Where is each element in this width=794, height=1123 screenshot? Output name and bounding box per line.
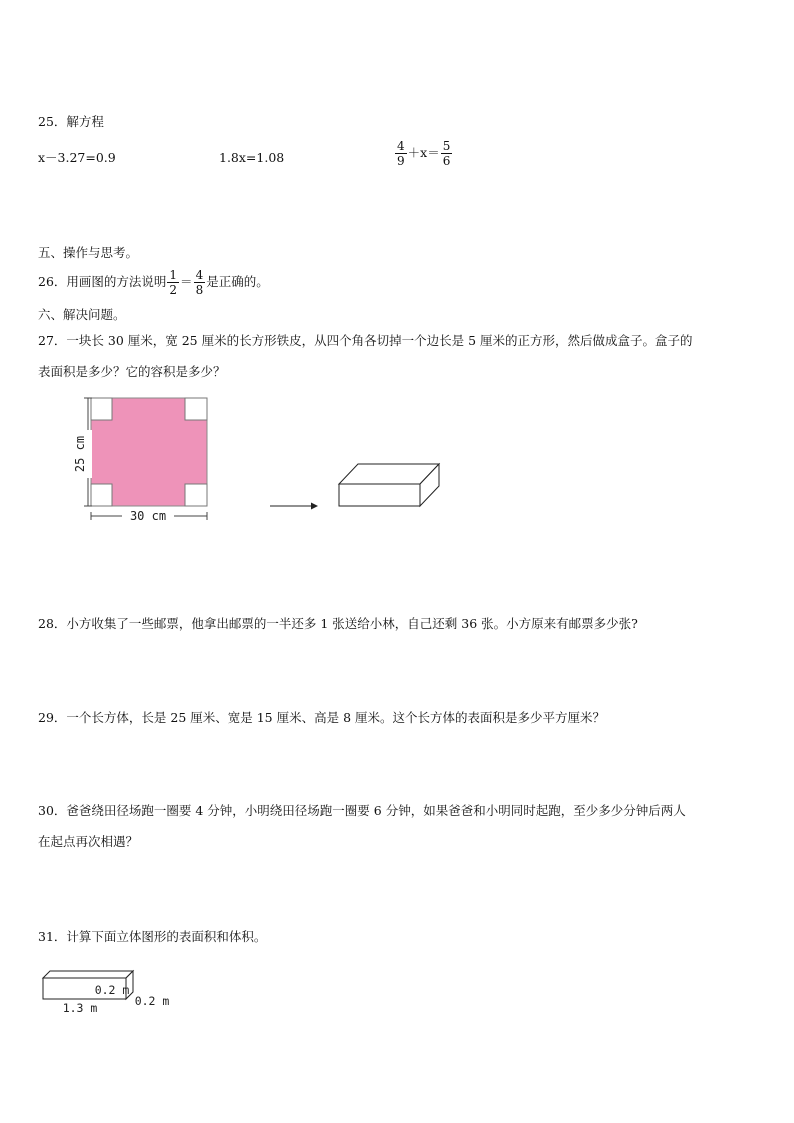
q25-equation-3 xyxy=(394,139,453,168)
q27-figure xyxy=(60,390,460,530)
q26-suffix: 是正确的。 xyxy=(206,274,269,289)
q28: 28．小方收集了一些邮票，他拿出邮票的一半还多 1 张送给小林，自己还剩 36 张。小方原来有邮票多少张? xyxy=(38,616,638,631)
fraction-5-6: $\frac{5}{6}$ xyxy=(442,139,451,168)
q26 xyxy=(38,268,269,297)
corner-square-br xyxy=(185,484,207,506)
fraction-4-8: $\frac{4}{8}$ xyxy=(195,268,204,297)
q29: 29．一个长方体，长是 25 厘米、宽是 15 厘米、高是 8 厘米。这个长方体的表面积是多少平方厘米？ xyxy=(38,710,606,725)
q31-figure xyxy=(38,968,188,1018)
q30-line-1: 30．爸爸绕田径场跑一圈要 4 分钟，小明绕田径场跑一圈要 6 分钟，如果爸爸和小明同时起跑，至少多少分钟后两人 xyxy=(38,803,686,818)
q26-prefix: 26．用画图的方法说明 xyxy=(38,274,167,289)
arrow-head-icon xyxy=(311,503,318,510)
box-3d xyxy=(339,464,439,506)
width-label: 30 cm xyxy=(129,509,167,523)
corner-square-bl xyxy=(91,484,112,506)
cuboid-height-label: 0.2 m xyxy=(134,994,170,1008)
q25-equation-2: 1.8x=1.08 xyxy=(219,150,285,165)
q30-line-2: 在起点再次相遇？ xyxy=(38,834,139,849)
q25-equation-1: x－3.27=0.9 xyxy=(38,150,116,165)
q26-equals: ＝ xyxy=(180,274,193,289)
section-6-heading: 六、解决问题。 xyxy=(38,307,126,322)
cuboid-width-label: 0.2 m xyxy=(94,983,130,997)
height-label: 25 cm xyxy=(73,435,87,473)
fraction-1-2: $\frac{1}{2}$ xyxy=(169,268,178,297)
corner-square-tl xyxy=(91,398,112,420)
cuboid-length-label: 1.3 m xyxy=(62,1001,98,1015)
q25-eq3-mid: ＋x＝ xyxy=(407,145,440,160)
q27-line-2: 表面积是多少？它的容积是多少？ xyxy=(38,364,226,379)
q31-title: 31．计算下面立体图形的表面积和体积。 xyxy=(38,929,267,944)
q25-title: 25．解方程 xyxy=(38,114,104,129)
fraction-4-9: $\frac{4}{9}$ xyxy=(397,139,405,168)
q27-line-1: 27．一块长 30 厘米，宽 25 厘米的长方形铁皮，从四个角各切掉一个边长是 5 厘米的正方形，然后做成盒子。盒子的 xyxy=(38,333,693,348)
section-5-heading: 五、操作与思考。 xyxy=(38,245,139,260)
corner-square-tr xyxy=(185,398,207,420)
